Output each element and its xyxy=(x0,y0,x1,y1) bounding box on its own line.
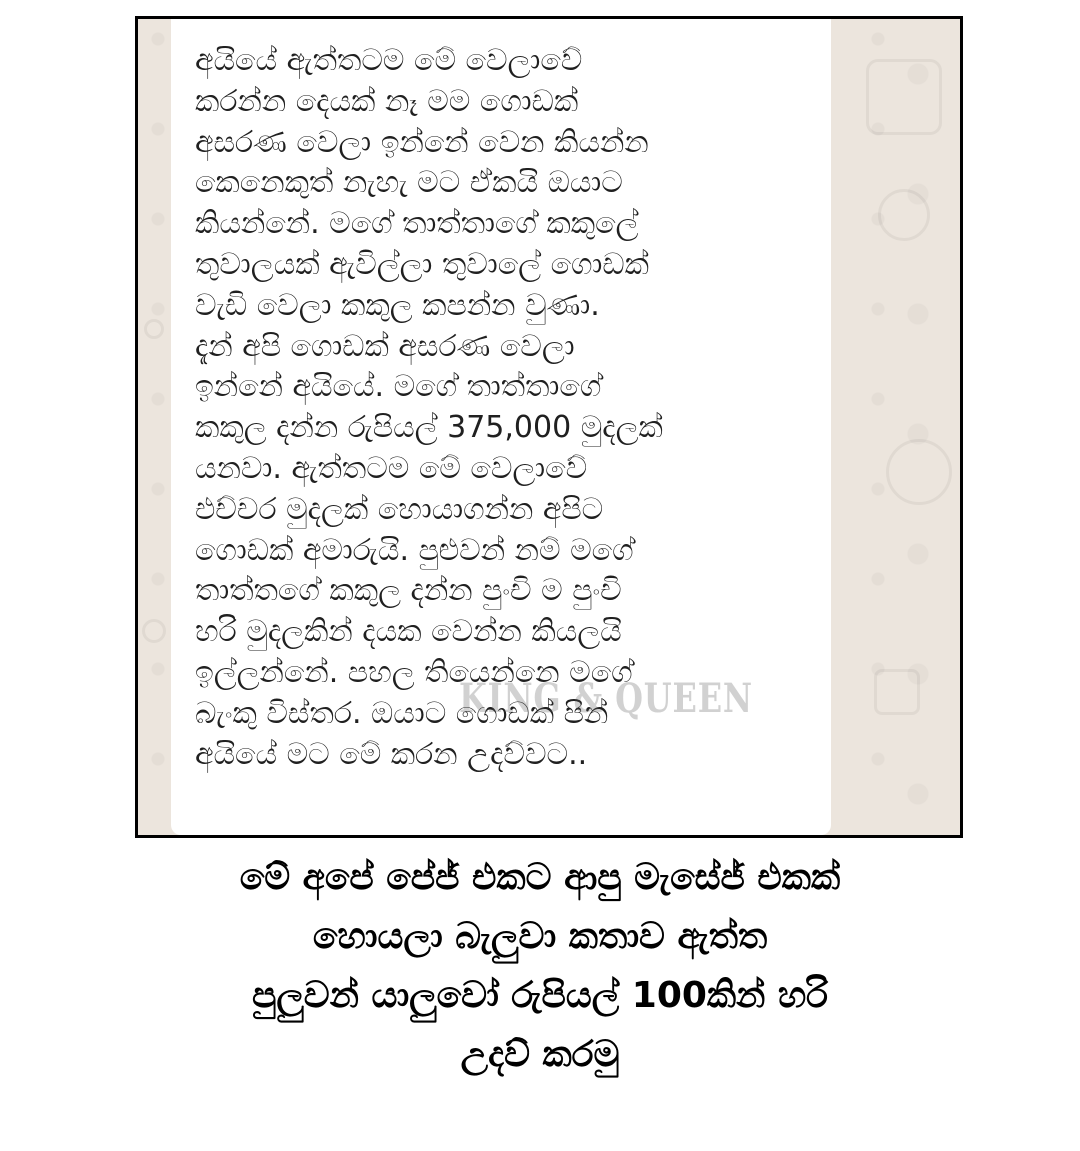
message-text xyxy=(195,41,825,775)
message-line: කියන්නේ. මගේ තාත්තාගේ කකුලේ xyxy=(195,206,639,242)
message-line: බැංකු විස්තර. ඔයාට ගොඩක් පින් xyxy=(195,695,609,731)
watermark: KING & QUEEN xyxy=(459,675,753,722)
message-line: හරි මුදලකින් දයක වෙන්න කියලයි xyxy=(195,614,622,650)
wallpaper-doodle-icon xyxy=(866,59,942,135)
post-caption xyxy=(0,848,1080,1084)
message-bubble[interactable] xyxy=(171,19,831,835)
message-line: කෙනෙකුත් නැහැ මට ඒකයි ඔයාට xyxy=(195,165,623,201)
wallpaper-doodle-icon xyxy=(886,439,952,505)
message-line: දැන් අපි ගොඩක් අසරණ වෙලා xyxy=(195,328,575,364)
wallpaper-doodle-icon xyxy=(142,619,166,643)
message-line: තාත්තගේ කකුල දන්න පුංචි ම පුංචි xyxy=(195,573,622,609)
caption-line: මේ අපේ පේජ් එකට ආපු මැසේජ් එකක් xyxy=(239,857,841,898)
wallpaper-doodle-icon xyxy=(878,189,930,241)
message-line: ගොඩක් අමාරුයි. පුළුවන් නම් මගේ xyxy=(195,532,634,568)
message-line: කකුල දන්න රුපියල් 375,000 මුදලක් xyxy=(195,410,663,446)
message-line: වැඩි වෙලා කකුල කපන්න වුණා. xyxy=(195,287,600,323)
message-line: යනවා. ඇත්තටම මේ වෙලාවේ xyxy=(195,450,588,486)
wallpaper-doodle-icon xyxy=(144,319,164,339)
chat-screenshot-frame xyxy=(135,16,963,838)
message-line: ඉන්නේ අයියේ. මගේ තාත්තාගේ xyxy=(195,369,602,405)
message-line: තුවාලයක් ඇවිල්ලා තුවාලේ ගොඩක් xyxy=(195,246,649,282)
caption-line: උදව් කරමු xyxy=(460,1034,620,1075)
caption-line: පුලුවන් යාලුවෝ රුපියල් 100කින් හරි xyxy=(251,975,829,1016)
message-line: කරන්න දෙයක් නෑ මම ගොඩක් xyxy=(195,83,579,119)
wallpaper-doodle-icon xyxy=(874,669,920,715)
message-line: අයියේ මට මේ කරන උදව්වට.. xyxy=(195,736,588,772)
message-line: එච්චර මුදලක් හොයාගන්න අපිට xyxy=(195,491,604,527)
message-line: ඉල්ලන්නේ. පහල තියෙන්නෙ මගේ xyxy=(195,654,633,690)
message-line: අසරණ වෙලා ඉන්නේ වෙන කියන්න xyxy=(195,124,649,160)
caption-line: හොයලා බැලුවා කතාව ඇත්ත xyxy=(312,916,768,957)
message-line: අයියේ ඇත්තටම මේ වෙලාවේ xyxy=(195,43,583,78)
